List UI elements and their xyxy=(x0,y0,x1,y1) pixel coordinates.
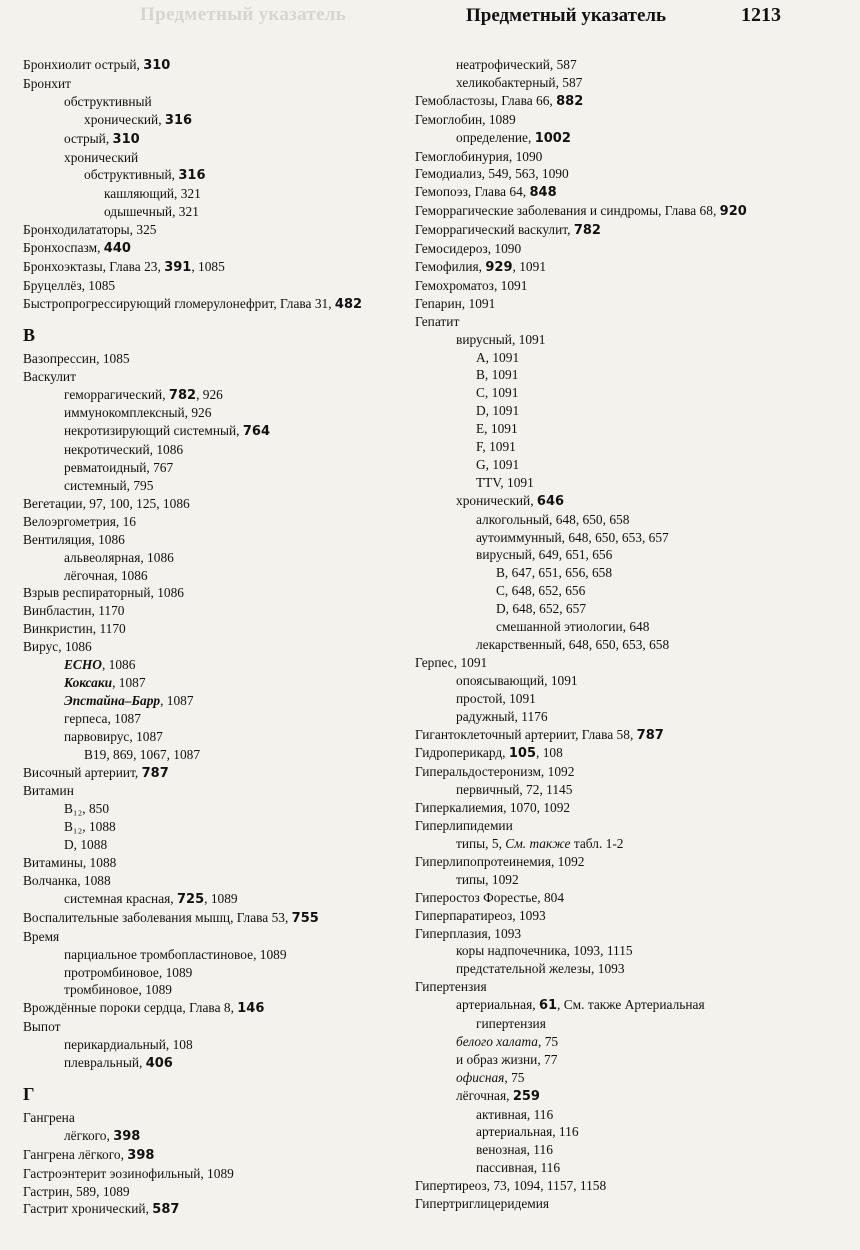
entry-text: Гастроэнтерит эозинофильный, 1089 xyxy=(23,1165,234,1181)
index-entry xyxy=(415,1123,835,1141)
index-entry xyxy=(23,710,403,728)
index-entry xyxy=(415,295,835,313)
index-entry xyxy=(23,1146,403,1165)
entry-text: Винкристин, 1170 xyxy=(23,621,126,637)
entry-text: определение, xyxy=(456,129,535,145)
entry-text: парциальное тромбопластиновое, 1089 xyxy=(64,946,287,962)
entry-text: Гидроперикард, xyxy=(415,745,509,761)
index-entry xyxy=(415,1069,835,1087)
entry-text: Гемодиализ, 549, 563, 1090 xyxy=(415,166,569,182)
index-entry xyxy=(415,258,835,277)
entry-text: пассивная, 116 xyxy=(476,1160,561,1176)
entry-text: C, 1091 xyxy=(476,385,519,401)
index-entry xyxy=(23,1165,403,1183)
entry-text: лёгкого, xyxy=(64,1127,114,1143)
index-entry xyxy=(415,438,835,456)
entry-after: , 75 xyxy=(504,1069,525,1085)
index-entry xyxy=(415,1033,835,1051)
entry-text: алкогольный, 648, 650, 658 xyxy=(476,511,630,527)
entry-text: Геморрагические заболевания и синдромы, Глава 68, xyxy=(415,203,720,219)
index-entry xyxy=(23,746,403,764)
entry-text: венозная, 116 xyxy=(476,1142,553,1158)
entry-text: коры надпочечника, 1093, 1115 xyxy=(456,943,633,959)
entry-text: простой, 1091 xyxy=(456,690,536,706)
index-entry xyxy=(415,1177,835,1195)
entry-text: активная, 116 xyxy=(476,1106,554,1122)
index-entry xyxy=(23,999,403,1018)
entry-text: Выпот xyxy=(23,1019,61,1035)
entry-text: Гиперальдостеронизм, 1092 xyxy=(415,764,575,780)
index-entry xyxy=(23,56,403,75)
entry-text: Гемоглобинурия, 1090 xyxy=(415,148,543,164)
entry-text: системная красная, xyxy=(64,890,177,906)
entry-text: иммунокомплексный, 926 xyxy=(64,405,212,421)
entry-bold-page: 406 xyxy=(145,1056,173,1072)
index-entry xyxy=(23,422,403,441)
entry-text: Вазопрессин, 1085 xyxy=(23,350,130,366)
entry-text: перикардиальный, 108 xyxy=(64,1037,193,1053)
entry-text: Гепатит xyxy=(415,313,460,329)
index-section-letter: Г xyxy=(23,1083,35,1104)
index-entry xyxy=(415,799,835,817)
entry-text: неатрофический, 587 xyxy=(456,57,577,72)
index-entry xyxy=(415,384,835,402)
entry-text: радужный, 1176 xyxy=(456,708,548,724)
entry-text: Быстропрогрессирующий гломерулонефрит, Глава 31, xyxy=(23,295,335,311)
entry-text: Бронходилататоры, 325 xyxy=(23,222,157,238)
index-column-left xyxy=(23,56,403,1219)
entry-text: альвеолярная, 1086 xyxy=(64,549,174,565)
index-entry xyxy=(415,1141,835,1159)
entry-bold-page: 929 xyxy=(485,259,513,275)
index-entry xyxy=(415,942,835,960)
entry-text: лёгочная, 1086 xyxy=(64,567,148,583)
index-entry xyxy=(415,618,835,636)
entry-after: , 1087 xyxy=(112,675,146,690)
entry-text: предстательной железы, 1093 xyxy=(456,961,625,977)
index-entry xyxy=(23,239,403,258)
index-entry xyxy=(415,148,835,166)
index-entry xyxy=(415,1015,835,1033)
index-entry xyxy=(415,240,835,258)
index-entry xyxy=(23,459,403,477)
entry-text: некротизирующий системный, xyxy=(64,423,243,439)
entry-text: первичный, 72, 1145 xyxy=(456,782,573,798)
entry-bold-page: 259 xyxy=(512,1088,540,1104)
index-entry xyxy=(415,564,835,582)
entry-text: обструктивный xyxy=(64,93,152,109)
entry-bold-italic: Эпстайна–Барр xyxy=(64,692,161,708)
index-entry xyxy=(415,183,835,202)
entry-text: кашляющий, 321 xyxy=(104,186,201,202)
entry-after: , 1086 xyxy=(101,657,136,673)
index-entry xyxy=(23,441,403,459)
index-entry xyxy=(415,56,835,74)
index-entry xyxy=(415,925,835,943)
index-entry xyxy=(23,185,403,203)
entry-bold-page: 316 xyxy=(178,168,206,184)
index-entry xyxy=(415,402,835,420)
index-entry xyxy=(415,636,835,654)
entry-italic: См. также xyxy=(505,835,571,851)
entry-bold-page: 920 xyxy=(719,204,747,220)
entry-bold-page: 482 xyxy=(334,296,363,312)
entry-text: B₁₂, 1088 xyxy=(64,819,116,835)
index-entry xyxy=(415,1106,835,1124)
entry-text: Височный артериит, xyxy=(23,764,142,780)
entry-bold-page: 646 xyxy=(536,493,565,509)
index-entry xyxy=(23,782,403,800)
index-entry xyxy=(23,567,403,585)
index-entry xyxy=(23,1018,403,1036)
entry-text: Взрыв респираторный, 1086 xyxy=(23,585,184,601)
index-entry xyxy=(415,277,835,295)
index-column-right xyxy=(415,56,835,1213)
entry-text: Гастрит хронический, xyxy=(23,1201,153,1217)
index-entry xyxy=(415,1159,835,1177)
entry-text: F, 1091 xyxy=(476,439,516,455)
entry-text: типы, 1092 xyxy=(456,871,519,887)
index-entry xyxy=(23,277,403,295)
entry-text: Гипертиреоз, 73, 1094, 1157, 1158 xyxy=(415,1178,607,1194)
entry-text: аутоиммунный, 648, 650, 653, 657 xyxy=(476,529,669,545)
entry-text: гипертензия xyxy=(476,1016,546,1032)
entry-text: Волчанка, 1088 xyxy=(23,872,111,888)
index-entry xyxy=(415,978,835,996)
index-entry xyxy=(415,492,835,511)
entry-text: G, 1091 xyxy=(476,456,520,472)
entry-text: Велоэргометрия, 16 xyxy=(23,513,136,529)
entry-text: B₁₂, 850 xyxy=(64,801,110,817)
index-entry xyxy=(23,386,403,405)
entry-bold-page: 310 xyxy=(143,58,171,73)
entry-bold-page: 725 xyxy=(177,891,205,907)
index-entry xyxy=(23,477,403,495)
index-entry xyxy=(415,853,835,871)
index-entry xyxy=(415,474,835,492)
index-entry xyxy=(415,529,835,547)
entry-text: C, 648, 652, 656 xyxy=(496,583,586,599)
index-entry xyxy=(415,111,835,129)
entry-text: лекарственный, 648, 650, 653, 658 xyxy=(476,637,670,652)
index-entry xyxy=(23,495,403,513)
entry-after: табл. 1-2 xyxy=(570,835,624,851)
index-entry xyxy=(23,1127,403,1146)
index-entry xyxy=(415,546,835,564)
entry-text: Бронхит xyxy=(23,75,71,91)
entry-text: TTV, 1091 xyxy=(476,474,534,490)
index-entry xyxy=(415,996,835,1015)
index-entry xyxy=(415,871,835,889)
entry-text: Винбластин, 1170 xyxy=(23,603,125,619)
index-entry xyxy=(415,960,835,978)
entry-after: , 108 xyxy=(536,745,563,761)
entry-text: Гиперлипидемии xyxy=(415,818,513,834)
entry-text: и образ жизни, 77 xyxy=(456,1051,558,1067)
entry-bold-page: 787 xyxy=(141,765,169,781)
entry-bold-italic: ECHO xyxy=(64,657,102,673)
index-entry xyxy=(23,872,403,890)
index-entry xyxy=(415,313,835,331)
index-entry xyxy=(23,1183,403,1201)
entry-text: Герпес, 1091 xyxy=(415,654,488,670)
index-entry xyxy=(415,456,835,474)
index-entry xyxy=(415,654,835,672)
entry-text: D, 1088 xyxy=(64,837,108,853)
index-entry xyxy=(415,74,835,92)
entry-text: смешанной этиологии, 648 xyxy=(496,619,650,635)
index-entry xyxy=(415,420,835,438)
entry-text: Вегетации, 97, 100, 125, 1086 xyxy=(23,495,190,511)
index-entry xyxy=(415,1087,835,1106)
entry-text: типы, 5, xyxy=(456,835,506,851)
index-entry xyxy=(23,166,403,185)
index-entry xyxy=(23,728,403,746)
index-entry xyxy=(415,1051,835,1069)
entry-bold-italic: Коксаки xyxy=(64,675,113,690)
index-entry xyxy=(415,672,835,690)
entry-text: вирусный, 1091 xyxy=(456,331,546,347)
bleed-through-header: Предметный указатель xyxy=(140,4,347,25)
entry-text: протромбиновое, 1089 xyxy=(64,964,193,980)
index-entry xyxy=(23,531,403,549)
index-entry xyxy=(415,781,835,799)
entry-text: системный, 795 xyxy=(64,478,154,494)
entry-text: Гипертриглицеридемия xyxy=(415,1196,550,1212)
index-entry xyxy=(415,129,835,148)
entry-after: , См. также Артериальная xyxy=(557,997,705,1013)
entry-text: D, 1091 xyxy=(476,403,520,419)
index-entry xyxy=(415,582,835,600)
entry-text: Врождённые пороки сердца, Глава 8, xyxy=(23,1000,238,1016)
entry-text: Гигантоклеточный артериит, Глава 58, xyxy=(415,726,637,742)
entry-text: Вирус, 1086 xyxy=(23,639,92,655)
entry-text: Гангрена лёгкого, xyxy=(23,1146,128,1162)
index-entry xyxy=(23,909,403,928)
entry-bold-page: 310 xyxy=(112,131,140,147)
entry-text: A, 1091 xyxy=(476,349,520,365)
entry-text: хронический xyxy=(64,149,139,165)
entry-text: хронический, xyxy=(456,492,537,508)
entry-after: , 1091 xyxy=(512,258,547,274)
entry-text: острый, xyxy=(64,130,113,146)
index-entry xyxy=(415,835,835,853)
index-entry xyxy=(23,620,403,638)
index-entry xyxy=(23,854,403,872)
index-entry xyxy=(415,817,835,835)
entry-text: одышечный, 321 xyxy=(104,204,199,220)
entry-text: плевральный, xyxy=(64,1055,146,1071)
entry-text: Витамины, 1088 xyxy=(23,855,117,871)
entry-text: Бронхоэктазы, Глава 23, xyxy=(23,258,165,274)
entry-text: хеликобактерный, 587 xyxy=(456,74,583,90)
entry-after: , 75 xyxy=(538,1033,559,1049)
entry-bold-page: 440 xyxy=(103,241,131,257)
index-entry xyxy=(23,1036,403,1054)
entry-text: Гемосидероз, 1090 xyxy=(415,241,522,257)
entry-text: обструктивный, xyxy=(84,167,179,183)
entry-text: хронический, xyxy=(84,111,165,127)
index-entry xyxy=(23,1054,403,1073)
index-entry xyxy=(23,764,403,783)
index-entry xyxy=(23,295,403,314)
index-entry xyxy=(23,800,403,818)
page-number: 1213 xyxy=(741,4,781,26)
entry-text: Бронхиолит острый, xyxy=(23,57,144,72)
index-entry xyxy=(23,602,403,620)
entry-text: геморрагический, xyxy=(64,386,169,402)
index-entry xyxy=(23,75,403,93)
entry-bold-page: 316 xyxy=(164,112,193,128)
entry-text: Гемоглобин, 1089 xyxy=(415,111,516,127)
entry-text: Бруцеллёз, 1085 xyxy=(23,277,116,293)
index-entry xyxy=(23,130,403,149)
index-entry xyxy=(23,946,403,964)
running-header-title: Предметный указатель xyxy=(466,5,667,26)
entry-bold-page: 105 xyxy=(508,746,536,762)
index-entry xyxy=(415,202,835,221)
index-entry xyxy=(23,203,403,221)
entry-text: артериальная, 116 xyxy=(476,1124,579,1140)
index-entry xyxy=(415,708,835,726)
index-entry xyxy=(23,368,403,386)
entry-text: D, 648, 652, 657 xyxy=(496,601,587,617)
index-entry xyxy=(23,513,403,531)
index-entry xyxy=(23,149,403,167)
index-entry xyxy=(23,981,403,999)
entry-text: Бронхоспазм, xyxy=(23,240,104,256)
entry-text: лёгочная, xyxy=(456,1087,513,1103)
entry-bold-page: 755 xyxy=(291,910,319,926)
entry-text: B19, 869, 1067, 1087 xyxy=(84,746,201,762)
entry-text: Гемобластозы, Глава 66, xyxy=(415,92,557,108)
entry-bold-page: 391 xyxy=(164,259,192,275)
entry-text: опоясывающий, 1091 xyxy=(456,672,578,688)
index-entry xyxy=(23,836,403,854)
index-entry xyxy=(23,111,403,130)
entry-text: B, 1091 xyxy=(476,367,519,383)
entry-text: Гиперпаратиреоз, 1093 xyxy=(415,907,546,923)
index-entry xyxy=(23,818,403,836)
index-entry xyxy=(23,692,403,710)
index-entry xyxy=(23,404,403,422)
index-entry xyxy=(23,549,403,567)
index-entry xyxy=(23,584,403,602)
index-entry xyxy=(23,964,403,982)
entry-text: Гиперостоз Форестье, 804 xyxy=(415,889,565,905)
index-entry xyxy=(415,331,835,349)
index-entry xyxy=(23,890,403,909)
entry-bold-page: 848 xyxy=(529,185,557,201)
index-entry xyxy=(415,763,835,781)
entry-text: Гиперлипопротеинемия, 1092 xyxy=(415,853,585,869)
entry-after: , 926 xyxy=(196,386,223,402)
index-entry xyxy=(23,928,403,946)
entry-text: Гастрин, 589, 1089 xyxy=(23,1183,130,1199)
index-entry xyxy=(415,744,835,763)
index-entry xyxy=(415,600,835,618)
index-entry xyxy=(23,1200,403,1219)
index-entry xyxy=(415,889,835,907)
index-entry xyxy=(23,93,403,111)
entry-text: герпеса, 1087 xyxy=(64,710,141,726)
entry-text: Гемохроматоз, 1091 xyxy=(415,277,528,293)
entry-text: Гиперплазия, 1093 xyxy=(415,925,522,941)
index-entry xyxy=(415,165,835,183)
entry-after: , 1085 xyxy=(191,258,225,274)
entry-text: Вентиляция, 1086 xyxy=(23,531,125,547)
index-entry xyxy=(415,92,835,111)
entry-text: Время xyxy=(23,928,60,944)
entry-text: Гепарин, 1091 xyxy=(415,295,496,311)
index-entry xyxy=(415,366,835,384)
index-entry xyxy=(415,221,835,240)
entry-text: Витамин xyxy=(23,783,74,799)
entry-bold-page: 782 xyxy=(168,387,197,403)
entry-text: Геморрагический васкулит, xyxy=(415,222,574,238)
entry-text: Гипертензия xyxy=(415,979,487,995)
entry-text: Гиперкалиемия, 1070, 1092 xyxy=(415,800,571,816)
index-entry xyxy=(23,258,403,277)
index-entry xyxy=(23,674,403,692)
entry-bold-page: 782 xyxy=(573,223,601,239)
index-entry xyxy=(23,1109,403,1127)
entry-bold-page: 61 xyxy=(538,998,558,1014)
index-entry xyxy=(415,349,835,367)
entry-text: Воспалительные заболевания мышц, Глава 53, xyxy=(23,909,292,925)
entry-text: Васкулит xyxy=(23,368,76,384)
index-entry xyxy=(23,350,403,368)
index-entry xyxy=(415,726,835,745)
entry-bold-page: 764 xyxy=(242,424,270,440)
entry-after: , 1087 xyxy=(160,692,194,708)
entry-bold-page: 398 xyxy=(113,1128,141,1144)
entry-bold-page: 787 xyxy=(636,727,664,743)
entry-text: ревматоидный, 767 xyxy=(64,460,174,476)
entry-text: Гангрена xyxy=(23,1109,75,1125)
index-entry xyxy=(415,511,835,529)
index-entry xyxy=(415,690,835,708)
index-entry xyxy=(23,638,403,656)
entry-after: , 1089 xyxy=(204,890,238,906)
entry-bold-page: 398 xyxy=(127,1147,155,1163)
index-entry xyxy=(23,656,403,674)
index-entry xyxy=(23,221,403,239)
entry-text: тромбиновое, 1089 xyxy=(64,982,172,998)
entry-text: некротический, 1086 xyxy=(64,442,184,458)
entry-italic: белого халата xyxy=(456,1033,538,1049)
entry-bold-page: 146 xyxy=(237,1001,265,1017)
index-entry xyxy=(415,907,835,925)
entry-text: Гемофилия, xyxy=(415,258,486,274)
entry-text: вирусный, 649, 651, 656 xyxy=(476,547,613,563)
entry-bold-page: 1002 xyxy=(534,130,571,146)
entry-text: артериальная, xyxy=(456,997,539,1013)
entry-italic: офисная xyxy=(456,1069,505,1085)
index-section-letter: В xyxy=(23,324,36,345)
entry-text: B, 647, 651, 656, 658 xyxy=(496,565,613,581)
entry-bold-page: 587 xyxy=(152,1202,180,1218)
entry-text: парвовирус, 1087 xyxy=(64,728,163,744)
entry-bold-page: 882 xyxy=(556,93,584,109)
index-entry xyxy=(415,1195,835,1213)
entry-text: E, 1091 xyxy=(476,421,518,437)
entry-text: Гемопоэз, Глава 64, xyxy=(415,184,530,200)
